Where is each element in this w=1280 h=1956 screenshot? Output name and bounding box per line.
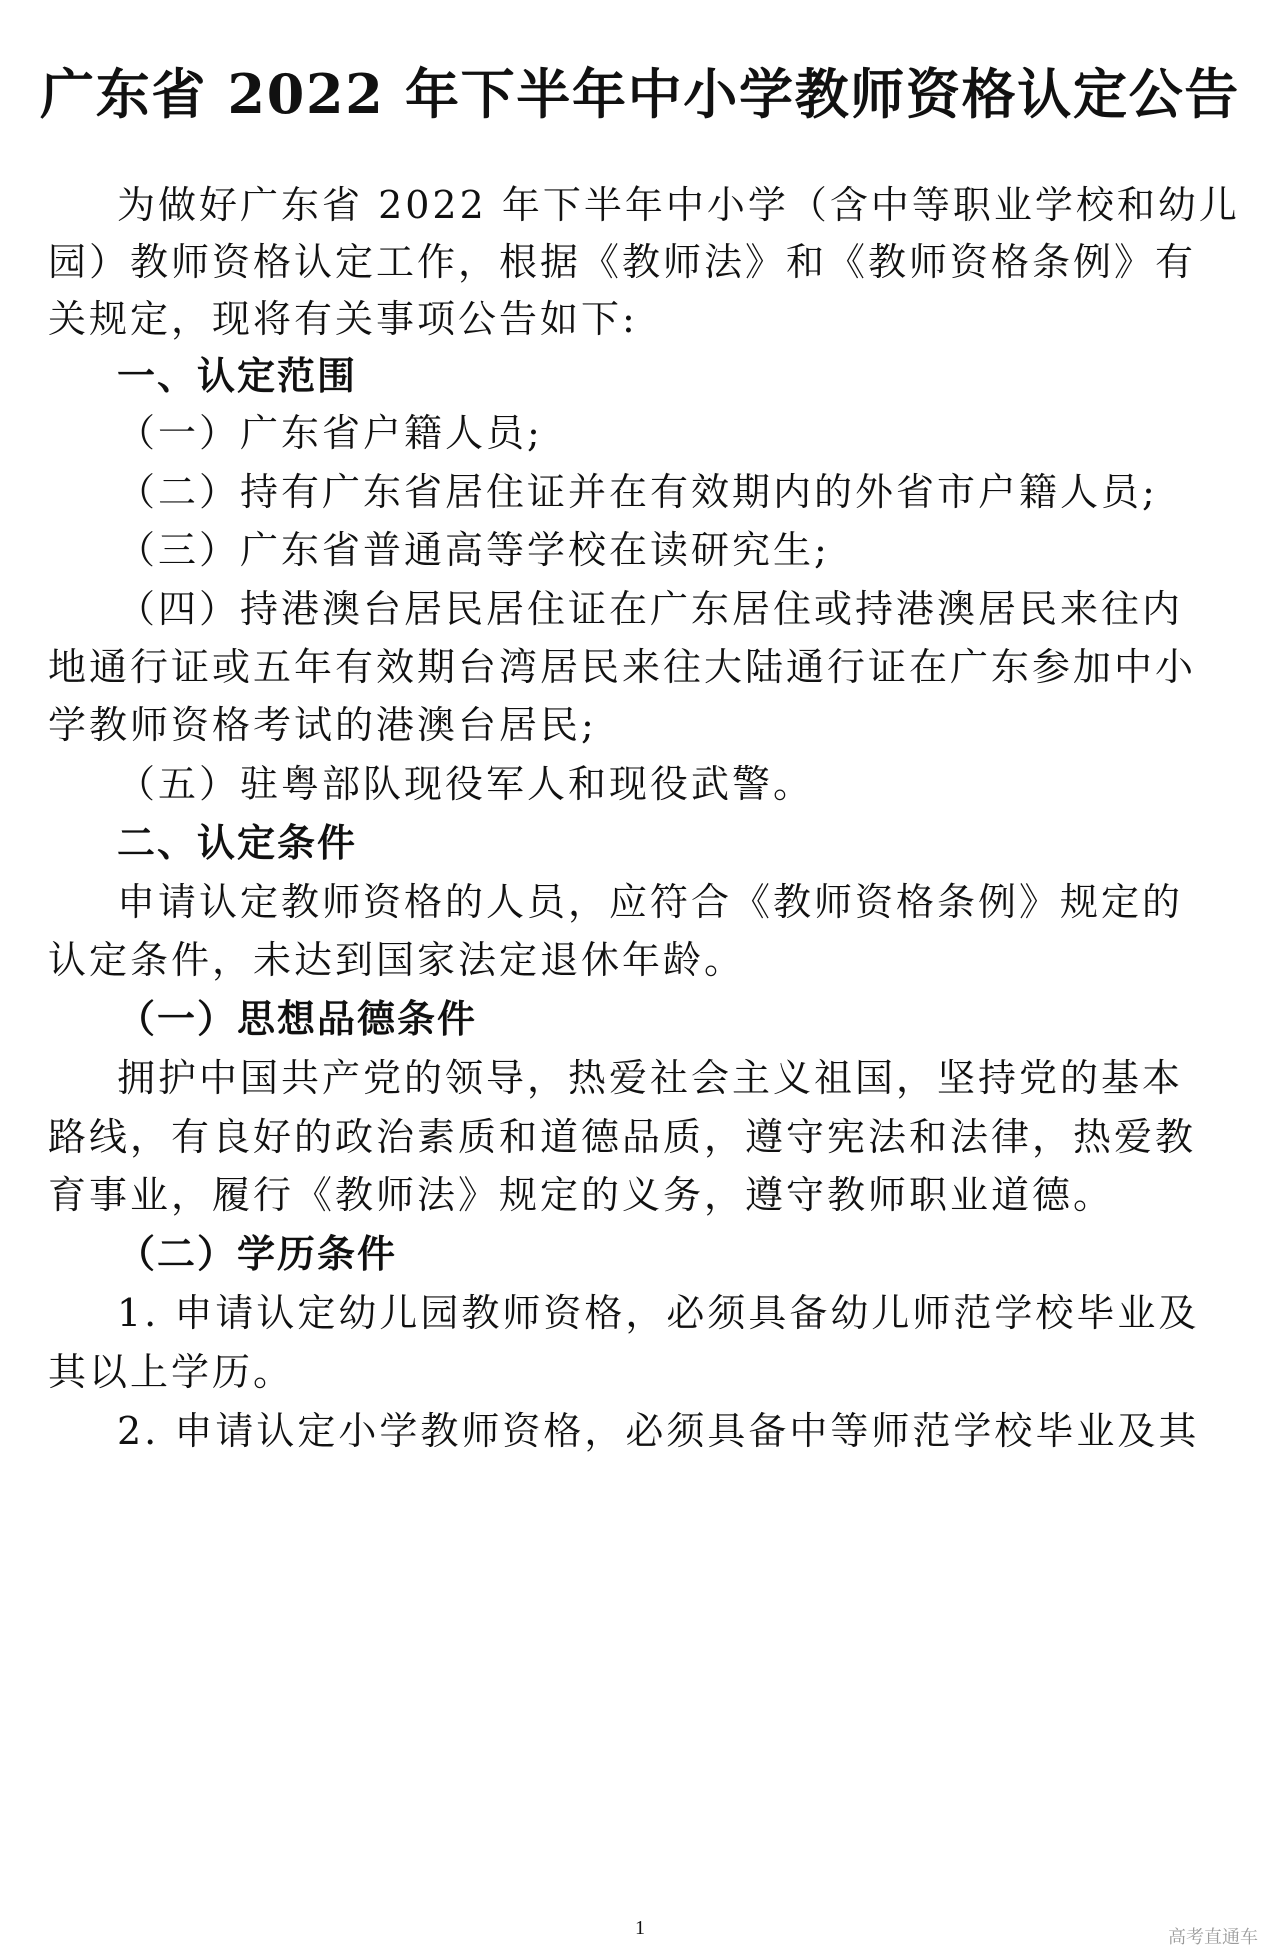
watermark: 高考直通车 — [1168, 1927, 1258, 1948]
subsection-heading: （一）思想品德条件 — [117, 997, 478, 1041]
body-line: 学教师资格考试的港澳台居民; — [48, 703, 597, 747]
body-line: 拥护中国共产党的领导，热爱社会主义祖国，坚持党的基本 — [117, 1056, 1184, 1100]
section-heading: 一、认定范围 — [117, 354, 358, 398]
body-line: 其以上学历。 — [48, 1350, 295, 1394]
list-item: （二）持有广东省居住证并在有效期内的外省市户籍人员; — [117, 470, 1158, 514]
list-item: （四）持港澳台居民居住证在广东居住或持港澳居民来往内 — [117, 587, 1184, 631]
body-line: 为做好广东省 2022 年下半年中小学（含中等职业学校和幼儿 — [117, 183, 1240, 227]
body-line: 园）教师资格认定工作，根据《教师法》和《教师资格条例》有 — [48, 240, 1197, 284]
list-item: （五）驻粤部队现役军人和现役武警。 — [117, 762, 815, 806]
page-number: 1 — [635, 1917, 645, 1939]
body-line: 申请认定教师资格的人员，应符合《教师资格条例》规定的 — [117, 880, 1184, 924]
body-line: 关规定，现将有关事项公告如下: — [48, 297, 638, 341]
body-line: 认定条件，未达到国家法定退休年龄。 — [48, 938, 746, 982]
body-line: 1. 申请认定幼儿园教师资格，必须具备幼儿师范学校毕业及 — [117, 1291, 1200, 1335]
subsection-heading: （二）学历条件 — [117, 1232, 398, 1276]
list-item: （三）广东省普通高等学校在读研究生; — [117, 528, 830, 572]
document-title: 广东省 2022 年下半年中小学教师资格认定公告 — [40, 62, 1240, 126]
section-heading: 二、认定条件 — [117, 821, 358, 865]
body-line: 路线，有良好的政治素质和道德品质，遵守宪法和法律，热爱教 — [48, 1115, 1197, 1159]
body-line: 育事业，履行《教师法》规定的义务，遵守教师职业道德。 — [48, 1173, 1115, 1217]
body-line: 2. 申请认定小学教师资格，必须具备中等师范学校毕业及其 — [117, 1409, 1200, 1453]
body-line: 地通行证或五年有效期台湾居民来往大陆通行证在广东参加中小 — [48, 645, 1197, 689]
list-item: （一）广东省户籍人员; — [117, 411, 543, 455]
